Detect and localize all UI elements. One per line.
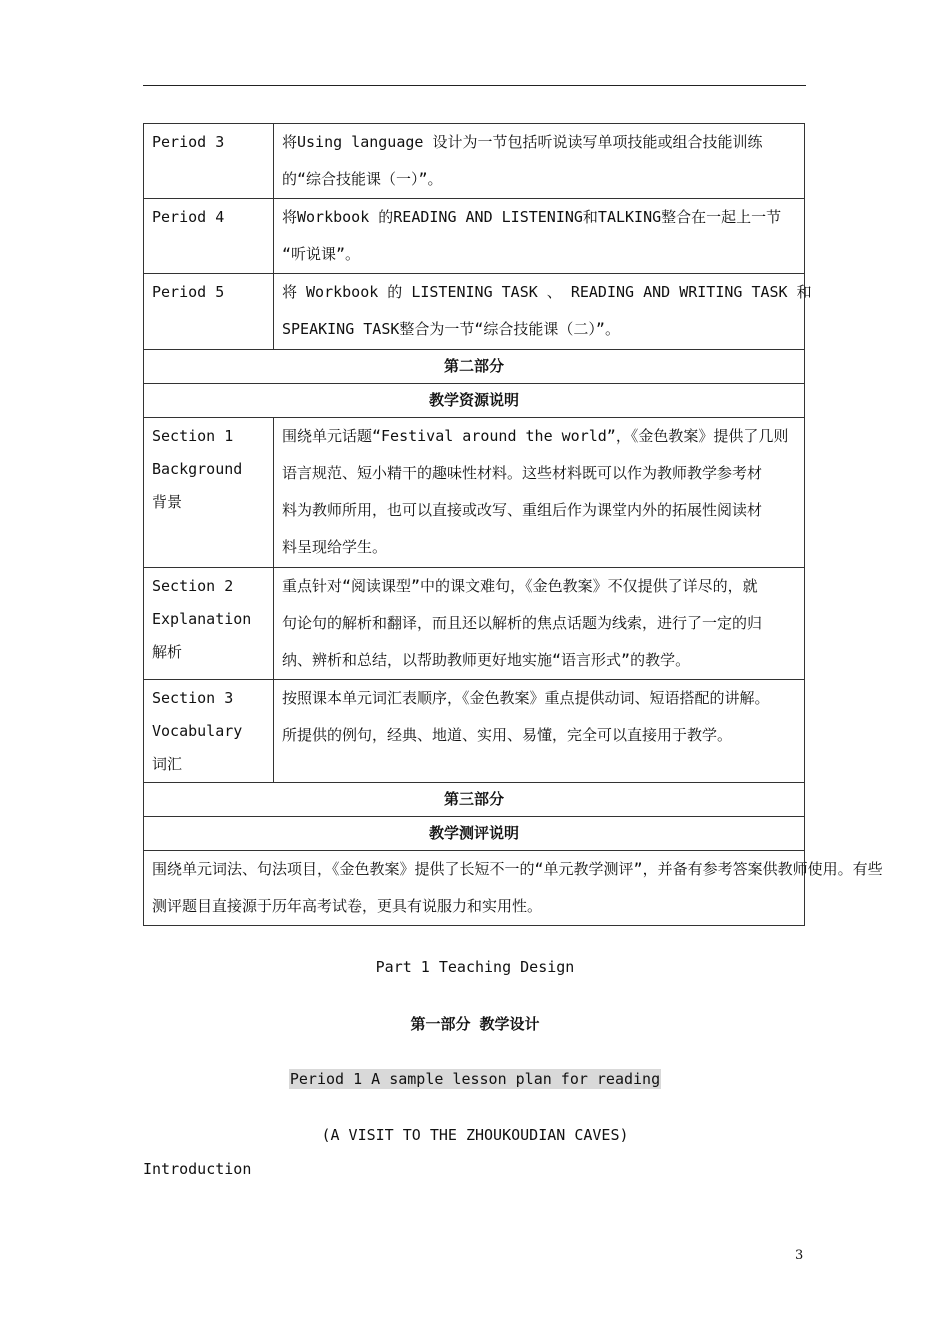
page-number: 3: [795, 1248, 804, 1263]
section-heading: 第三部分: [144, 783, 805, 817]
teaching-plan-table: [143, 123, 883, 926]
period-description: 将Workbook 的READING AND LISTENING和TALKING整合在一起上一节 “听说课”。: [274, 199, 805, 274]
section-description: 重点针对“阅读课型”中的课文难句，《金色教案》不仅提供了详尽的，就 句论句的解析和翻译，而且还以解析的焦点话题为线索，进行了一定的归 纳、辨析和总结，以帮助教师更好地实施“语言形式”的教学。: [274, 568, 805, 680]
introduction-heading: Introduction: [143, 1160, 252, 1178]
part-title-chinese: 第一部分 教学设计: [410, 1015, 540, 1033]
period-label: Period 3: [144, 124, 274, 199]
period-description: 将Using language 设计为一节包括听说读写单项技能或组合技能训练 的“综合技能课（一）”。: [274, 124, 805, 199]
header-rule: [143, 85, 806, 86]
section-description: 围绕单元话题“Festival around the world”，《金色教案》提供了几则 语言规范、短小精干的趣味性材料。这些材料既可以作为教师教学参考材 料为教师所用，也可以直接或改写、重组后作为课堂内外的拓展性阅读材 料呈现给学生。: [274, 418, 805, 568]
table-row: [144, 199, 805, 274]
section-description: 按照课本单元词汇表顺序，《金色教案》重点提供动词、短语搭配的讲解。 所提供的例句，经典、地道、实用、易懂，完全可以直接用于教学。: [274, 680, 805, 783]
assessment-note: 围绕单元词法、句法项目，《金色教案》提供了长短不一的“单元教学测评”，并备有参考答案供教师使用。有些 测评题目直接源于历年高考试卷，更具有说服力和实用性。: [144, 851, 805, 926]
part-title: Part 1 Teaching Design: [375, 958, 575, 976]
section-subheading: 教学资源说明: [144, 384, 805, 418]
table-row: [144, 350, 805, 384]
lesson-subtitle: (A VISIT TO THE ZHOUKOUDIAN CAVES): [321, 1126, 629, 1144]
period-title: [0, 1070, 950, 1088]
section-subheading: 教学测评说明: [144, 817, 805, 851]
table-row: [144, 568, 805, 680]
period-title-text: Period 1 A sample lesson plan for reading: [289, 1070, 661, 1088]
table-row: [144, 274, 805, 350]
period-label: Period 4: [144, 199, 274, 274]
table-row: [144, 783, 805, 817]
period-label: Period 5: [144, 274, 274, 350]
section-label: Section 2 Explanation 解析: [144, 568, 274, 680]
table-row: [144, 124, 805, 199]
table-row: [144, 817, 805, 851]
table-row: [144, 384, 805, 418]
section-label: Section 1 Background 背景: [144, 418, 274, 568]
table-row: [144, 680, 805, 783]
section-label: Section 3 Vocabulary 词汇: [144, 680, 274, 783]
table-row: [144, 418, 805, 568]
section-heading: 第二部分: [144, 350, 805, 384]
period-description: 将 Workbook 的 LISTENING TASK 、 READING AND WRITING TASK 和 SPEAKING TASK整合为一节“综合技能课（二）”。: [274, 274, 805, 350]
table-row: [144, 851, 805, 926]
